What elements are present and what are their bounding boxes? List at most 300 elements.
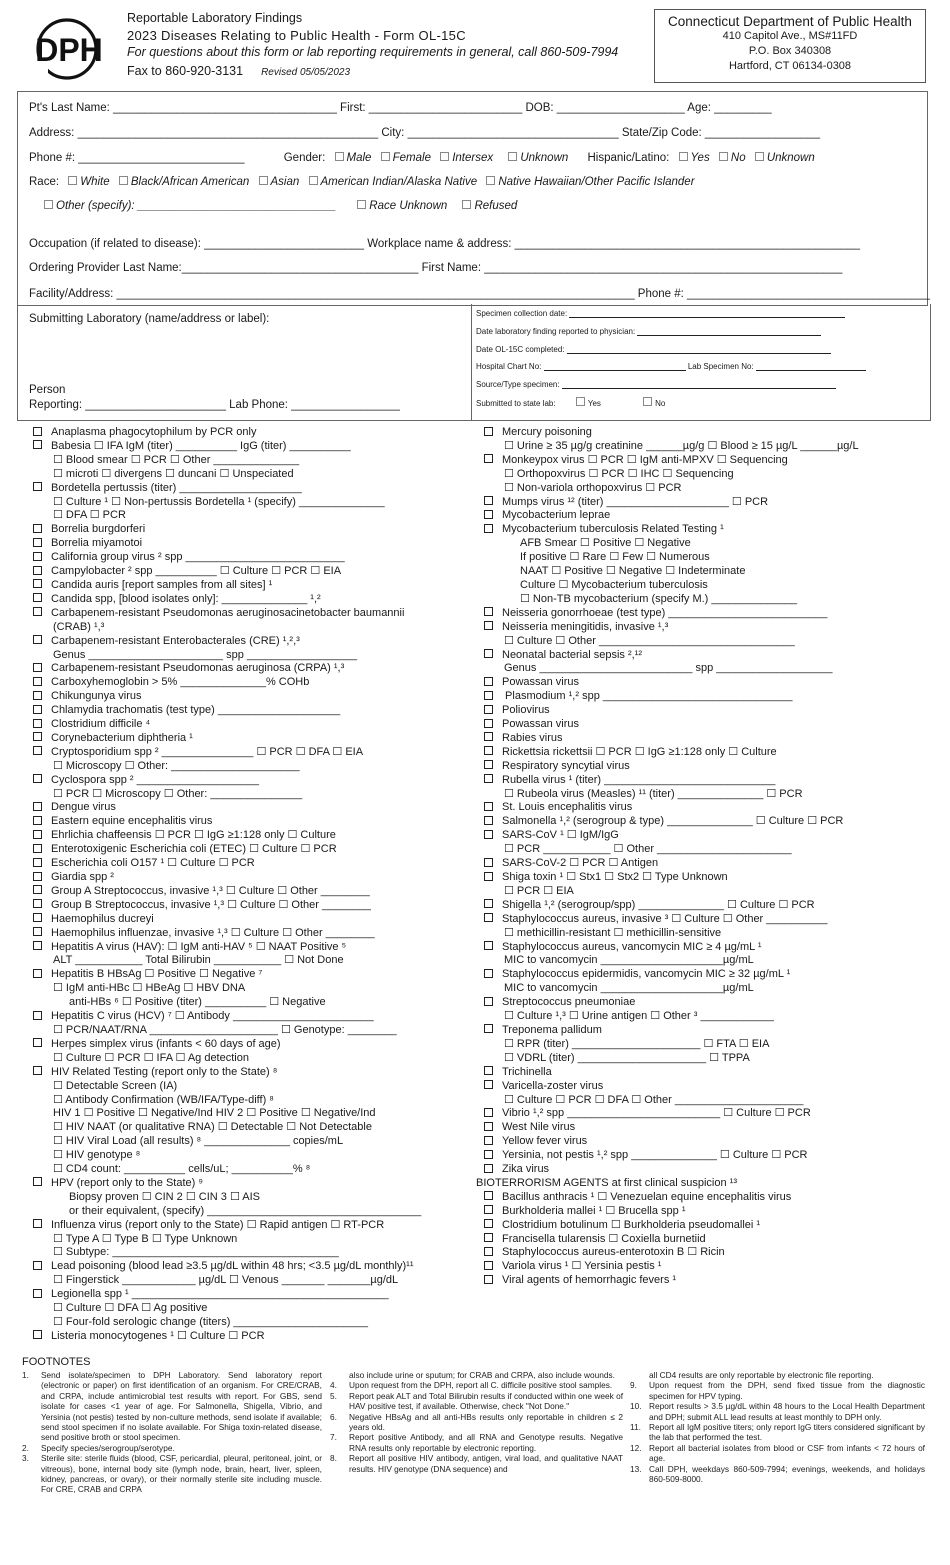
disease-left-item[interactable]	[33, 968, 463, 982]
disease-left-item[interactable]	[33, 1135, 463, 1149]
checkbox[interactable]	[33, 719, 42, 728]
disease-left-item-label: ☐ PCR ☐ Microscopy ☐ Other: _______________	[53, 787, 303, 800]
disease-left-item-label: ☐ Four-fold serologic change (titers) ______________________	[53, 1316, 369, 1328]
disease-left-item[interactable]	[33, 607, 463, 621]
disease-right-item[interactable]	[484, 760, 934, 774]
disease-left-item-label: Borrelia miyamotoi	[51, 537, 143, 550]
disease-right-item[interactable]	[484, 468, 934, 482]
disease-right-item[interactable]	[484, 482, 934, 496]
disease-left-item[interactable]	[33, 1205, 463, 1219]
disease-left-item[interactable]	[33, 635, 463, 649]
disease-left-item-label: Carboxyhemoglobin > 5% ______________% COHb	[51, 676, 310, 689]
provider-row[interactable]: Ordering Provider Last Name:_____________________________________ First Name: ________________________________________________________	[29, 262, 843, 274]
date-reported-row[interactable]: Date laboratory finding reported to physician:	[476, 327, 821, 336]
disease-left-item-label: Group B Streptococcus, invasive ¹,³ ☐ Culture ☐ Other ________	[51, 898, 371, 911]
checkbox[interactable]	[484, 1275, 493, 1284]
disease-left-item[interactable]	[33, 815, 463, 829]
checkbox[interactable]	[33, 440, 42, 449]
footnotes-column-1	[22, 1370, 325, 1495]
disease-right-item-label: West Nile virus	[502, 1121, 576, 1134]
disease-right-item[interactable]	[484, 774, 934, 788]
disease-left-item[interactable]	[33, 760, 463, 774]
disease-left-item[interactable]	[33, 1010, 463, 1024]
checkbox[interactable]	[33, 663, 42, 672]
disease-left-item[interactable]	[33, 426, 463, 440]
checkbox[interactable]	[33, 607, 42, 616]
disease-left-item[interactable]	[33, 537, 463, 551]
checkbox[interactable]	[484, 1233, 493, 1242]
gender-unknown-checkbox[interactable]	[508, 152, 517, 161]
disease-right-item[interactable]	[484, 704, 934, 718]
disease-left-item[interactable]	[33, 941, 463, 955]
disease-left-item-label: Enterotoxigenic Escherichia coli (ETEC) ☐ Culture ☐ PCR	[51, 843, 337, 856]
checkbox[interactable]	[484, 858, 493, 867]
race-amerindian-checkbox	[309, 176, 318, 185]
checkbox[interactable]	[33, 705, 42, 714]
disease-right-item-label: ☐ Culture ☐ Other ________________________________	[504, 634, 795, 647]
disease-right-item-label: Mycobacterium leprae	[502, 509, 611, 522]
checkbox[interactable]	[33, 1330, 42, 1339]
disease-left-item[interactable]	[33, 1121, 463, 1135]
disease-right-item[interactable]	[484, 676, 934, 690]
checkbox[interactable]	[33, 774, 42, 783]
reporting-row[interactable]: Reporting: ______________________ Lab Phone: _________________	[29, 399, 400, 411]
disease-right-item[interactable]	[484, 843, 934, 857]
disease-left-item-label: HPV (report only to the State) ⁹	[51, 1176, 204, 1189]
checkbox[interactable]	[33, 635, 42, 644]
disease-right-item-label: ☐ Rubeola virus (Measles) ¹¹ (titer) ______________ ☐ PCR	[504, 787, 803, 800]
disease-right-item[interactable]	[484, 440, 934, 454]
disease-left-item[interactable]	[33, 1330, 463, 1344]
checkbox[interactable]	[33, 969, 42, 978]
checkbox[interactable]	[484, 621, 493, 630]
disease-left-item[interactable]	[33, 662, 463, 676]
disease-right-item[interactable]	[484, 565, 934, 579]
disease-right-item[interactable]	[484, 954, 934, 968]
disease-left-item[interactable]	[33, 913, 463, 927]
checkbox[interactable]	[33, 1177, 42, 1186]
checkbox[interactable]	[484, 899, 493, 908]
disease-left-item[interactable]	[33, 843, 463, 857]
disease-left-item[interactable]	[33, 899, 463, 913]
checkbox[interactable]	[484, 941, 493, 950]
footnote	[330, 1370, 626, 1380]
disease-left-item[interactable]	[33, 1177, 463, 1191]
disease-left-item[interactable]	[33, 649, 463, 663]
disease-right-item[interactable]	[484, 509, 934, 523]
checkbox[interactable]	[33, 830, 42, 839]
disease-right-item[interactable]	[476, 1177, 934, 1191]
disease-left-item[interactable]	[33, 927, 463, 941]
checkbox[interactable]	[484, 969, 493, 978]
disease-right-item[interactable]	[484, 1094, 934, 1108]
footnote-text: Report peak ALT and Total Bilirubin results if conducted within one week of HAV positive test, if available. Otherwise, check "Not Done."	[349, 1390, 623, 1412]
disease-left-item[interactable]	[33, 579, 463, 593]
disease-right-item-label: ☐ methicillin-resistant ☐ methicillin-sensitive	[504, 926, 722, 939]
checkbox[interactable]	[484, 454, 493, 463]
checkbox[interactable]	[484, 607, 493, 616]
disease-left-item[interactable]	[33, 551, 463, 565]
disease-right-item[interactable]	[484, 1205, 934, 1219]
disease-right-item[interactable]	[484, 982, 934, 996]
disease-right-item[interactable]	[484, 1191, 934, 1205]
disease-left-item[interactable]	[33, 954, 463, 968]
disease-right-item[interactable]	[484, 579, 934, 593]
disease-left-item[interactable]	[33, 788, 463, 802]
disease-right-item-label: SARS-CoV-2 ☐ PCR ☐ Antigen	[502, 857, 659, 870]
checkbox[interactable]	[33, 927, 42, 936]
checkbox[interactable]	[484, 1108, 493, 1117]
disease-left-item-label: (CRAB) ¹,³	[53, 620, 105, 633]
disease-right-item-label: Neisseria meningitidis, invasive ¹,³	[502, 620, 669, 633]
disease-left-item[interactable]	[33, 774, 463, 788]
disease-left-item[interactable]	[33, 676, 463, 690]
checkbox[interactable]	[33, 1038, 42, 1047]
disease-right-item[interactable]	[484, 899, 934, 913]
checkbox[interactable]	[484, 427, 493, 436]
gender-intersex-checkbox[interactable]	[440, 152, 449, 161]
footnote-text: Report all IgM positive titers; only report IgG titers considered significant by the lab that performed the test.	[649, 1422, 925, 1443]
disease-right-item[interactable]	[484, 496, 934, 510]
disease-left-item-label: ☐ CD4 count: __________ cells/uL; __________% ⁸	[53, 1163, 311, 1176]
department-box	[654, 9, 926, 83]
checkbox[interactable]	[33, 885, 42, 894]
checkbox[interactable]	[484, 774, 493, 783]
disease-right-item-label: Powassan virus	[502, 718, 580, 731]
disease-left-item[interactable]	[33, 1288, 463, 1302]
disease-right-item[interactable]	[484, 593, 934, 607]
footnote	[330, 1412, 626, 1433]
disease-left-item-label: Influenza virus (report only to the State) ☐ Rapid antigen ☐ RT-PCR	[51, 1218, 385, 1231]
checkbox[interactable]	[484, 816, 493, 825]
disease-left-item[interactable]	[33, 829, 463, 843]
footnote	[630, 1422, 928, 1443]
checkbox[interactable]	[33, 566, 42, 575]
checkbox[interactable]	[484, 524, 493, 533]
disease-right-item[interactable]	[484, 1038, 934, 1052]
checkbox[interactable]	[484, 1150, 493, 1159]
disease-right-item-label: Staphylococcus aureus, vancomycin MIC ≥ 4 µg/mL ¹	[502, 940, 762, 953]
checkbox[interactable]	[33, 1066, 42, 1075]
checkbox[interactable]	[484, 510, 493, 519]
footnote-number: 2.	[22, 1442, 29, 1453]
checkbox[interactable]	[484, 691, 493, 700]
disease-left-item[interactable]	[33, 704, 463, 718]
checkbox[interactable]	[484, 746, 493, 755]
footnote-text: Upon request from the DPH, send fixed tissue from the diagnostic specimen for HPV typing.	[649, 1380, 925, 1401]
disease-right-item[interactable]	[484, 621, 934, 635]
patient-phone-gender-row[interactable]: Phone #: __________________________ Gender: Male Female Intersex Unknown Hispanic/Latino: Yes No Unknown	[29, 152, 815, 164]
disease-right-item[interactable]	[484, 746, 934, 760]
disease-right-item[interactable]	[484, 1149, 934, 1163]
phone-field: Phone #: __________________________	[29, 152, 245, 164]
disease-left-item-label: ☐ Detectable Screen (IA)	[53, 1079, 178, 1092]
race-label: Race:	[29, 176, 60, 188]
checkbox[interactable]	[33, 858, 42, 867]
checkbox[interactable]	[484, 649, 493, 658]
checkbox[interactable]	[484, 872, 493, 881]
checkbox[interactable]	[33, 844, 42, 853]
disease-right-item[interactable]	[484, 1274, 934, 1288]
disease-right-item[interactable]	[484, 1246, 934, 1260]
disease-right-item[interactable]	[484, 537, 934, 551]
disease-right-item[interactable]	[484, 1107, 934, 1121]
hispanic-unknown-checkbox[interactable]	[755, 152, 764, 161]
disease-right-item-label: Francisella tularensis ☐ Coxiella burnetiid	[502, 1232, 706, 1245]
checkbox[interactable]	[33, 427, 42, 436]
hispanic-label: Hispanic/Latino:	[587, 152, 670, 164]
checkbox[interactable]	[33, 538, 42, 547]
disease-right-item[interactable]	[484, 788, 934, 802]
disease-right-item[interactable]	[484, 649, 934, 663]
checkbox[interactable]	[33, 482, 42, 491]
chart-specimen-row[interactable]: Hospital Chart No: Lab Specimen No:	[476, 362, 866, 371]
disease-left-item-label: HIV 1 ☐ Positive ☐ Negative/Ind HIV 2 ☐ Positive ☐ Negative/Ind	[53, 1107, 376, 1120]
disease-right-item[interactable]	[484, 968, 934, 982]
disease-left-item[interactable]	[33, 1052, 463, 1066]
disease-right-item[interactable]	[484, 551, 934, 565]
disease-left-item[interactable]	[33, 1163, 463, 1177]
source-row[interactable]: Source/Type specimen:	[476, 380, 836, 389]
disease-left-item[interactable]	[33, 593, 463, 607]
disease-left-item[interactable]	[33, 1024, 463, 1038]
disease-left-item-label: Candida auris [report samples from all sites] ¹	[51, 578, 273, 591]
checkbox[interactable]	[484, 830, 493, 839]
disease-right-item[interactable]	[484, 857, 934, 871]
disease-right-item[interactable]	[484, 829, 934, 843]
disease-right-item[interactable]	[484, 523, 934, 537]
disease-left-item[interactable]	[33, 1316, 463, 1330]
disease-left-item-label: or their equivalent, (specify) ___________________________________	[69, 1204, 422, 1217]
disease-right-item-label: ☐ Culture ☐ PCR ☐ DFA ☐ Other _____________________	[504, 1093, 804, 1106]
disease-left-item-label: Clostridium difficile ⁴	[51, 718, 151, 731]
disease-left-item[interactable]	[33, 1066, 463, 1080]
checkbox[interactable]	[484, 997, 493, 1006]
disease-left-item[interactable]	[33, 996, 463, 1010]
disease-left-item[interactable]	[33, 440, 463, 454]
disease-right-item-label: Neonatal bacterial sepsis ²,¹²	[502, 648, 643, 661]
checkbox[interactable]	[33, 732, 42, 741]
disease-left-item[interactable]	[33, 690, 463, 704]
gender-female-checkbox[interactable]	[381, 152, 390, 161]
checkbox[interactable]	[484, 1066, 493, 1075]
disease-right-item[interactable]	[484, 1010, 934, 1024]
disease-left-item[interactable]	[33, 621, 463, 635]
checkbox[interactable]	[484, 1247, 493, 1256]
disease-right-item[interactable]	[484, 1024, 934, 1038]
revised-date: Revised 05/05/2023	[261, 67, 351, 78]
checkbox[interactable]	[484, 1191, 493, 1200]
disease-left-item[interactable]	[33, 1107, 463, 1121]
race-other-row[interactable]: Other (specify): _______________________________ Race Unknown Refused	[44, 200, 517, 212]
hispanic-no-checkbox[interactable]	[719, 152, 728, 161]
disease-left-item[interactable]	[33, 509, 463, 523]
disease-left-item[interactable]	[33, 1260, 463, 1274]
disease-left-item-label: ☐ Type A ☐ Type B ☐ Type Unknown	[53, 1232, 238, 1245]
patient-name-row[interactable]: Pt's Last Name: ___________________________________ First: ________________________ DOB: ____________________ Age: _________	[29, 102, 772, 114]
race-refused-checkbox	[462, 200, 471, 209]
date-completed-row[interactable]: Date OL-15C completed:	[476, 345, 831, 354]
disease-left-item[interactable]	[33, 1274, 463, 1288]
footnote-number: 12.	[630, 1442, 642, 1453]
disease-right-item-label: SARS-CoV ¹ ☐ IgM/IgG	[502, 829, 619, 842]
disease-right-item[interactable]	[484, 941, 934, 955]
gender-male-checkbox[interactable]	[335, 152, 344, 161]
checkbox[interactable]	[33, 941, 42, 950]
disease-right-item[interactable]	[484, 801, 934, 815]
checkbox[interactable]	[33, 899, 42, 908]
disease-right-item[interactable]	[484, 426, 934, 440]
checkbox[interactable]	[33, 1219, 42, 1228]
checkbox[interactable]	[484, 732, 493, 741]
checkbox[interactable]	[484, 1164, 493, 1173]
hispanic-yes-checkbox[interactable]	[679, 152, 688, 161]
disease-left-item[interactable]	[33, 565, 463, 579]
checkbox[interactable]	[33, 524, 42, 533]
disease-right-item[interactable]	[484, 1233, 934, 1247]
checkbox[interactable]	[33, 579, 42, 588]
disease-right-item[interactable]	[484, 690, 934, 704]
disease-left-item[interactable]	[33, 982, 463, 996]
disease-left-item[interactable]	[33, 468, 463, 482]
disease-left-item[interactable]	[33, 1219, 463, 1233]
submitted-state-row[interactable]: Submitted to state lab: Yes No	[476, 399, 666, 408]
disease-left-item-label: Cryptosporidium spp ² _______________ ☐ PCR ☐ DFA ☐ EIA	[51, 745, 364, 758]
disease-left-item[interactable]	[33, 801, 463, 815]
disease-left-item[interactable]	[33, 718, 463, 732]
disease-left-item[interactable]	[33, 1094, 463, 1108]
disease-left-item-label: Escherichia coli O157 ¹ ☐ Culture ☐ PCR	[51, 857, 255, 870]
disease-left-item[interactable]	[33, 454, 463, 468]
disease-left-item[interactable]	[33, 746, 463, 760]
disease-left-item[interactable]	[33, 885, 463, 899]
disease-right-item[interactable]	[484, 607, 934, 621]
checkbox[interactable]	[484, 913, 493, 922]
disease-list-left	[33, 426, 463, 1344]
checkbox[interactable]	[33, 1289, 42, 1298]
disease-right-item[interactable]	[484, 885, 934, 899]
disease-left-item[interactable]	[33, 496, 463, 510]
checkbox[interactable]	[484, 802, 493, 811]
checkbox[interactable]	[33, 691, 42, 700]
checkbox[interactable]	[484, 719, 493, 728]
checkbox[interactable]	[484, 1122, 493, 1131]
disease-right-item[interactable]	[484, 1135, 934, 1149]
disease-right-item[interactable]	[484, 662, 934, 676]
disease-left-item[interactable]	[33, 1038, 463, 1052]
footnote	[630, 1464, 928, 1485]
disease-left-item-label: Group A Streptococcus, invasive ¹,³ ☐ Culture ☐ Other ________	[51, 884, 370, 897]
disease-left-item-label: Anaplasma phagocytophilum by PCR only	[51, 426, 257, 438]
footnote-text: Send isolate/specimen to DPH Laboratory. Send laboratory report (electronic or paper) on first identification of an organism. For CRE/CRAB, and CRPA, include antimicrobial test results with report. For GBS, send isolate for cases <1 year of age. For Salmonella, Shigella, Vibrio, and Yersinia (not pestis) tested by non-culture methods, send isolate if available; send stool specimen if no isolate available. For Shiga toxin-related disease, send positive broth or stool specimen.	[41, 1370, 322, 1443]
disease-left-item[interactable]	[33, 1191, 463, 1205]
checkbox[interactable]	[33, 913, 42, 922]
disease-right-item[interactable]	[484, 732, 934, 746]
checkbox[interactable]	[33, 677, 42, 686]
checkbox[interactable]	[484, 705, 493, 714]
disease-right-item[interactable]	[484, 718, 934, 732]
disease-right-item-label: Shigella ¹,² (serogroup/spp) ______________ ☐ Culture ☐ PCR	[502, 898, 815, 911]
disease-right-item[interactable]	[484, 1080, 934, 1094]
checkbox[interactable]	[33, 802, 42, 811]
disease-right-item[interactable]	[484, 1121, 934, 1135]
checkbox[interactable]	[484, 1219, 493, 1228]
disease-right-item[interactable]	[484, 454, 934, 468]
submitting-lab-label[interactable]: Submitting Laboratory (name/address or label):	[29, 313, 270, 325]
disease-right-item-label: Treponema pallidum	[502, 1023, 602, 1036]
footnote-text: Report positive Antibody, and all RNA and Genotype results. Negative RNA results only reportable by electronic reporting.	[349, 1432, 623, 1453]
disease-right-item[interactable]	[484, 1219, 934, 1233]
checkbox[interactable]	[33, 1011, 42, 1020]
checkbox[interactable]	[33, 1261, 42, 1270]
checkbox[interactable]	[484, 1261, 493, 1270]
checkbox[interactable]	[484, 1136, 493, 1145]
disease-right-item[interactable]	[484, 815, 934, 829]
patient-address-row[interactable]: Address: _______________________________________________ City: _________________________________ State/Zip Code: __________________	[29, 127, 821, 139]
questions-line: For questions about this form or lab reporting requirements in general, call 860-509-7994	[127, 45, 619, 59]
disease-right-item[interactable]	[484, 1052, 934, 1066]
disease-right-item-label: Neisseria gonorrhoeae (test type) __________________________	[502, 606, 828, 619]
disease-right-item[interactable]	[484, 1163, 934, 1177]
checkbox[interactable]	[484, 496, 493, 505]
checkbox[interactable]	[33, 552, 42, 561]
disease-right-item-label: ☐ PCR ___________ ☐ Other ______________________	[504, 843, 792, 856]
disease-right-item-label: Monkeypox virus ☐ PCR ☐ IgM anti-MPXV ☐ Sequencing	[502, 453, 788, 466]
checkbox[interactable]	[484, 1205, 493, 1214]
disease-left-item[interactable]	[33, 732, 463, 746]
checkbox[interactable]	[33, 816, 42, 825]
disease-left-item[interactable]	[33, 523, 463, 537]
disease-right-item[interactable]	[484, 871, 934, 885]
disease-right-item-label: If positive ☐ Rare ☐ Few ☐ Numerous	[520, 551, 710, 564]
checkbox[interactable]	[484, 1024, 493, 1033]
disease-right-item[interactable]	[484, 927, 934, 941]
disease-left-item[interactable]	[33, 482, 463, 496]
disease-right-item[interactable]	[484, 913, 934, 927]
footnote-text: Call DPH, weekdays 860-509-7994; evenings, weekends, and holidays 860-509-8000.	[649, 1463, 925, 1485]
occupation-row[interactable]: Occupation (if related to disease): _________________________ Workplace name & address: ______________________________________________________	[29, 238, 861, 250]
disease-right-item[interactable]	[484, 635, 934, 649]
disease-left-item[interactable]	[33, 1302, 463, 1316]
disease-right-item[interactable]	[484, 1260, 934, 1274]
facility-row[interactable]: Facility/Address: _________________________________________________________________________________ Phone #: ______________________________________	[29, 288, 931, 300]
department-address-1: 410 Capitol Ave., MS#11FD	[722, 30, 858, 42]
checkbox[interactable]	[484, 1080, 493, 1089]
disease-left-item[interactable]	[33, 1246, 463, 1260]
disease-left-item-label: Biopsy proven ☐ CIN 2 ☐ CIN 3 ☐ AIS	[69, 1190, 260, 1203]
disease-right-item-label: Streptococcus pneumoniae	[502, 996, 636, 1009]
footnote	[630, 1401, 928, 1422]
disease-left-item-label: Haemophilus ducreyi	[51, 912, 154, 925]
checkbox[interactable]	[33, 746, 42, 755]
submitted-no-checkbox	[643, 397, 652, 406]
disease-left-item[interactable]	[33, 1149, 463, 1163]
disease-left-item[interactable]	[33, 857, 463, 871]
specimen-date-row[interactable]: Specimen collection date:	[476, 309, 845, 318]
footnote-text: Report results > 3.5 µg/dL within 48 hours to the Local Health Department and DPH; submit ALL lead results at least monthly to DPH only.	[649, 1401, 925, 1422]
disease-left-item[interactable]	[33, 1233, 463, 1247]
footnote-number: 10.	[630, 1401, 642, 1412]
checkbox[interactable]	[33, 593, 42, 602]
disease-right-item[interactable]	[484, 1066, 934, 1080]
checkbox[interactable]	[484, 677, 493, 686]
race-row[interactable]: Race: White Black/African American Asian American Indian/Alaska Native Native Hawaiian/Other Pacific Islander	[29, 176, 695, 188]
disease-right-item[interactable]	[484, 996, 934, 1010]
disease-left-item[interactable]	[33, 871, 463, 885]
checkbox[interactable]	[484, 760, 493, 769]
disease-left-item[interactable]	[33, 1080, 463, 1094]
checkbox[interactable]	[33, 872, 42, 881]
